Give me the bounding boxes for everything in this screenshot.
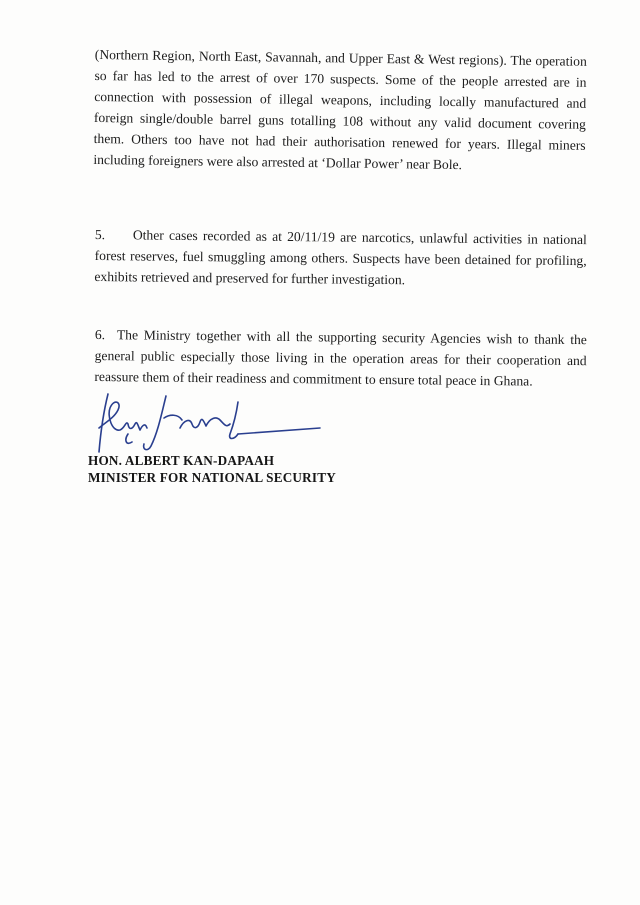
paragraph-5-number: 5. bbox=[94, 226, 106, 243]
handwritten-signature bbox=[88, 388, 328, 460]
paragraph-6-number: 6. bbox=[94, 326, 106, 343]
signatory-title: MINISTER FOR NATIONAL SECURITY bbox=[88, 470, 336, 485]
paragraph-5 bbox=[94, 224, 587, 292]
paragraph-continuation bbox=[93, 44, 587, 177]
signatory-name: HON. ALBERT KAN-DAPAAH bbox=[88, 453, 275, 468]
paragraph-6 bbox=[94, 324, 587, 392]
paragraph-6-text: The Ministry together with all the supporting security Agencies wish to thank the general public especially those living in the operation areas for their cooperation and reassure them of their readiness and commitment to ensure total peace in Ghana. bbox=[94, 327, 587, 389]
paragraph-5-text: Other cases recorded as at 20/11/19 are narcotics, unlawful activities in national forest reserves, fuel smuggling among others. Suspects have been detained for profiling, exhibits retrieved and preserved for further investigation. bbox=[94, 227, 587, 288]
paragraph-continuation-text: (Northern Region, North East, Savannah, and Upper East & West regions). The operation so far has led to the arrest of over 170 suspects. Some of the people arrested are in connection with possession of illegal weapons, including locally manufactured and foreign single/double barrel guns totalling 108 without any valid document covering them. Others too have not had their authorisation renewed for years. Illegal miners including foreigners were also arrested at ‘Dollar Power’ near Bole. bbox=[93, 46, 587, 173]
signatory-block bbox=[88, 452, 336, 486]
